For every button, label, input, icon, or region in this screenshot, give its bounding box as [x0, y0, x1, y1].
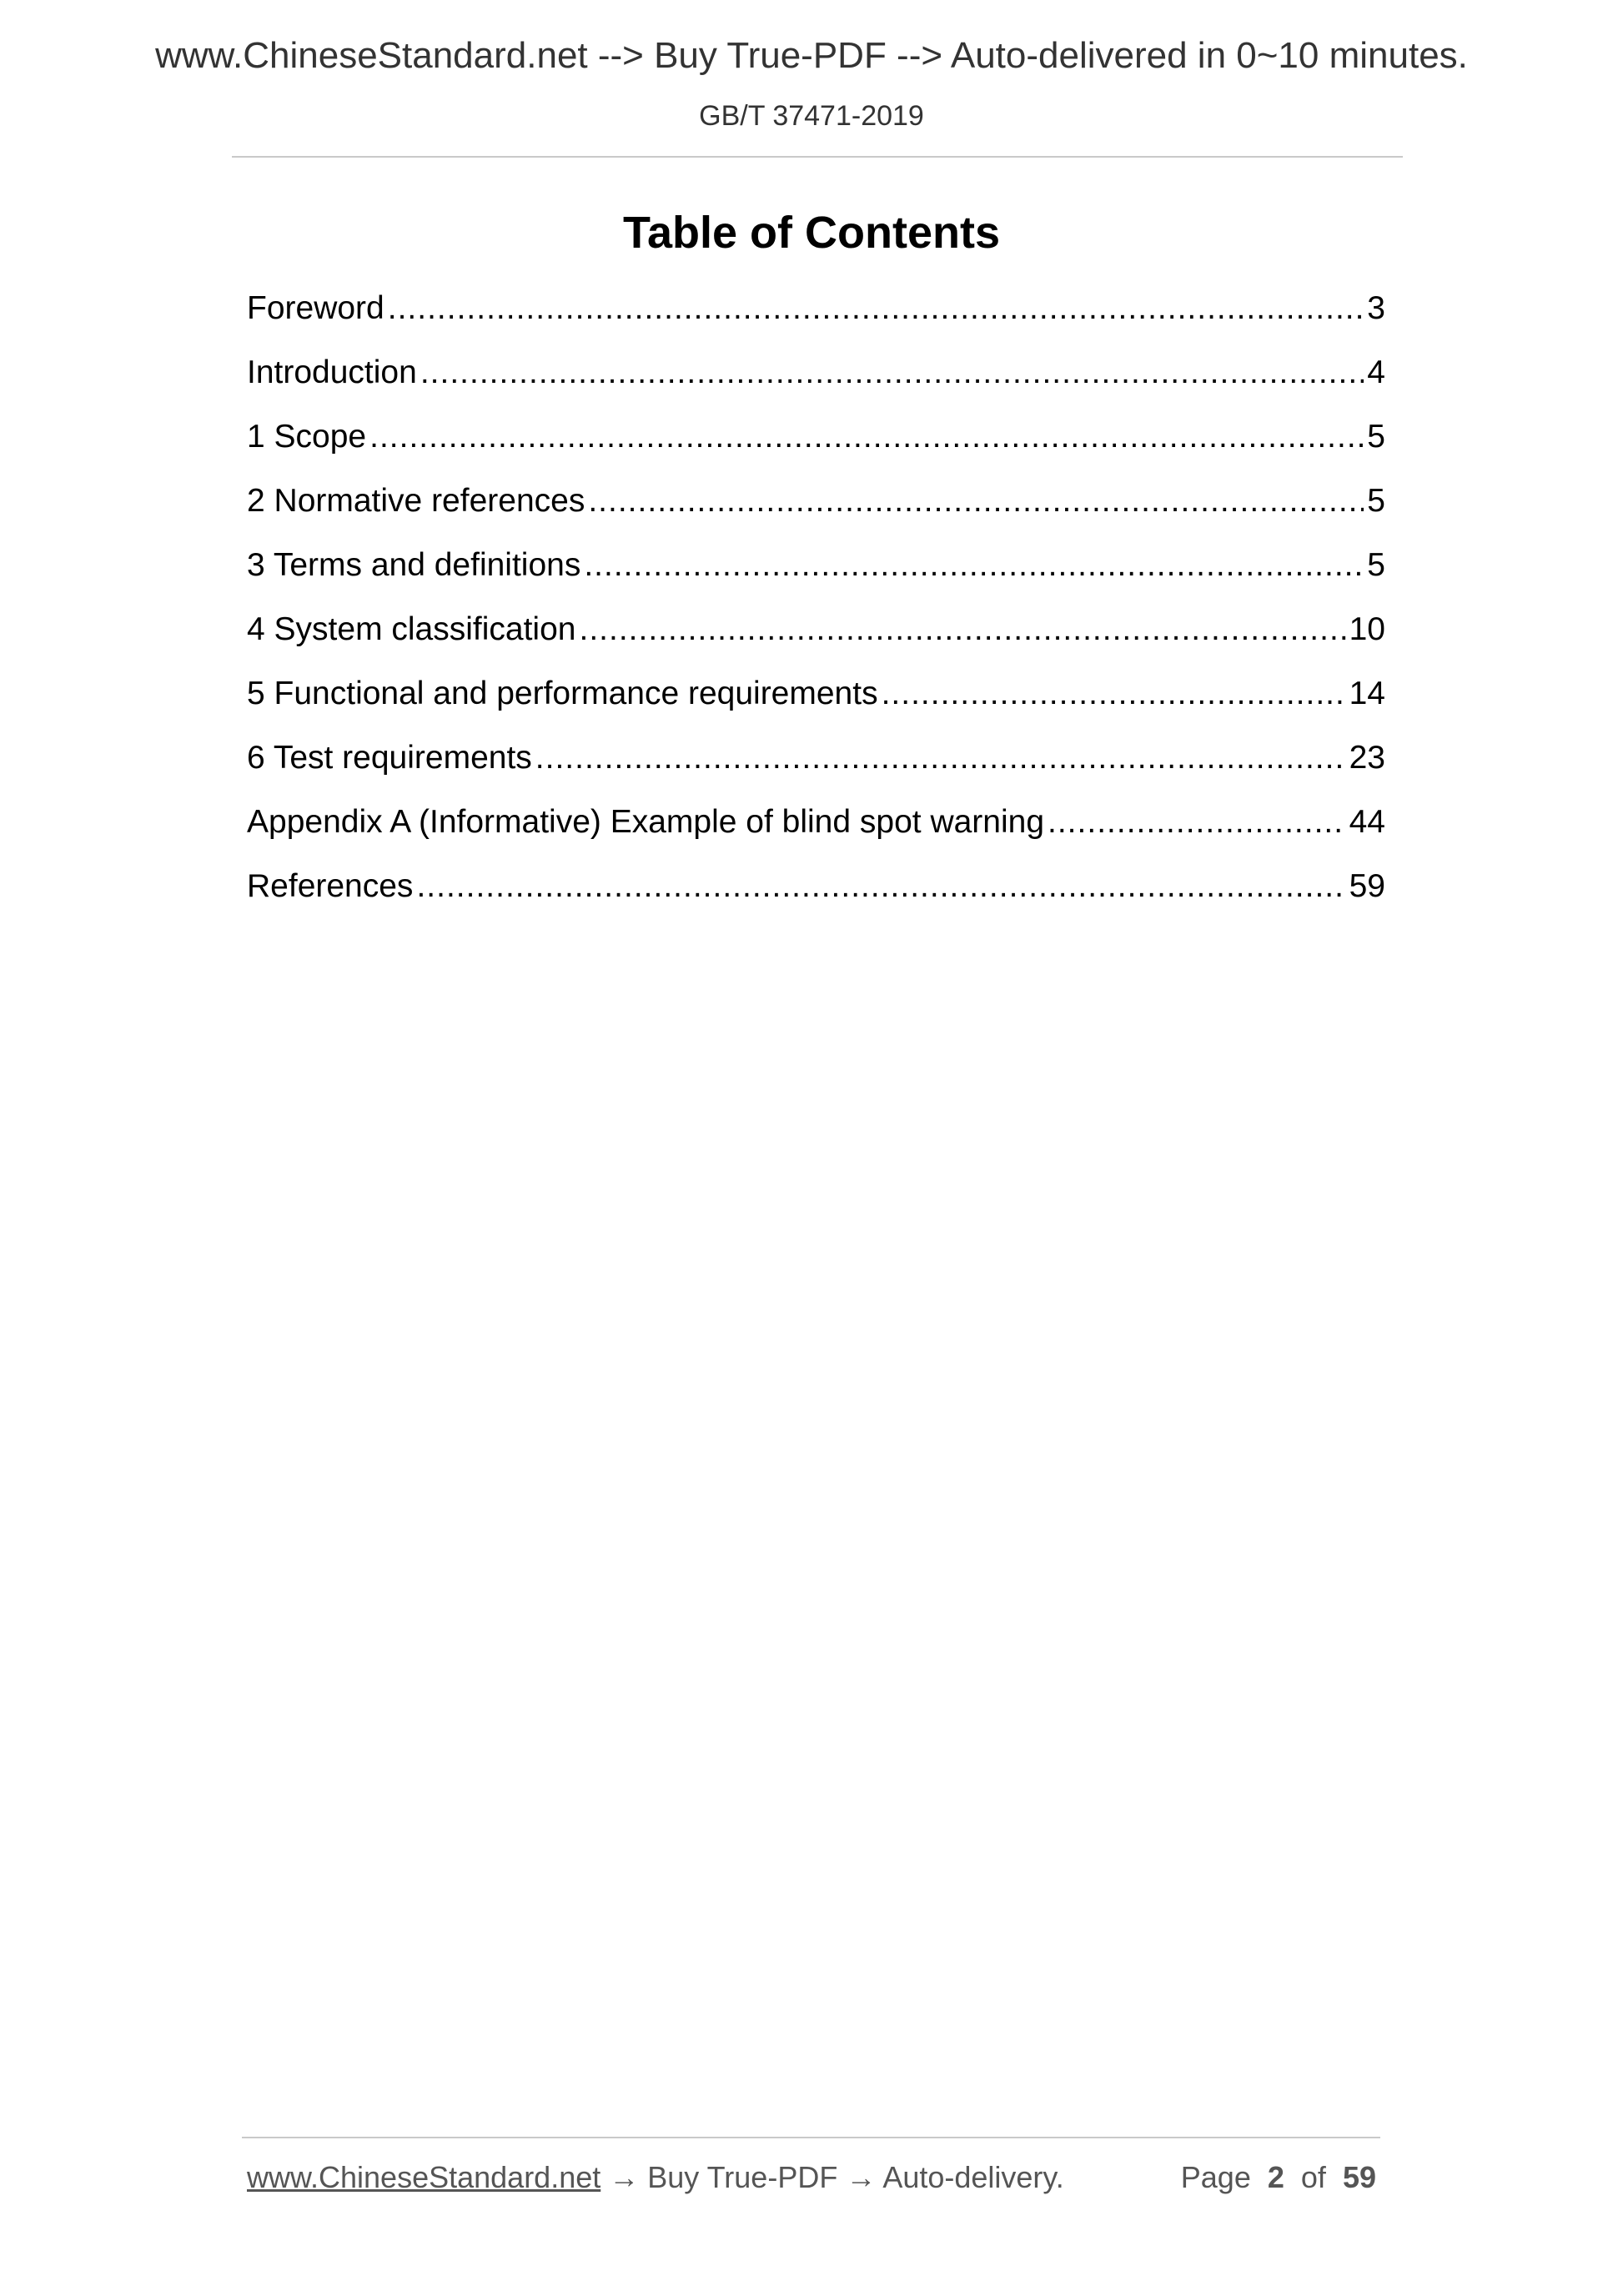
- current-page-number: 2: [1267, 2160, 1284, 2194]
- toc-entry-terms-and-definitions[interactable]: [247, 544, 1385, 608]
- toc-entry-foreword[interactable]: [247, 287, 1385, 351]
- toc-title: Table of Contents: [623, 208, 1000, 258]
- toc-entry-label: 1 Scope: [247, 419, 367, 455]
- header-banner: www.ChineseStandard.net --> Buy True-PDF --> Auto-delivered in 0~10 minutes.: [155, 35, 1468, 76]
- toc-dot-leader: [1048, 801, 1346, 844]
- toc-entry-label: Appendix A (Informative) Example of blind spot warning: [247, 804, 1045, 840]
- toc-dot-leader: [416, 865, 1345, 908]
- toc-entry-label: 6 Test requirements: [247, 740, 532, 776]
- of-word: of: [1300, 2160, 1326, 2194]
- toc-list: [247, 287, 1385, 929]
- toc-entry-page: 5: [1367, 483, 1385, 519]
- toc-entry-label: 3 Terms and definitions: [247, 547, 581, 583]
- footer-site-link[interactable]: www.ChineseStandard.net: [247, 2160, 601, 2194]
- toc-dot-leader: [369, 415, 1364, 459]
- toc-entry-page: 4: [1367, 354, 1385, 390]
- toc-entry-page: 5: [1367, 419, 1385, 455]
- page-number: [1181, 2160, 1376, 2195]
- total-page-count: 59: [1342, 2160, 1376, 2194]
- standard-code: GB/T 37471-2019: [699, 100, 924, 132]
- footer-promo: [247, 2160, 1064, 2195]
- toc-entry-scope[interactable]: [247, 415, 1385, 480]
- toc-dot-leader: [420, 351, 1364, 394]
- toc-entry-label: References: [247, 868, 414, 904]
- toc-dot-leader: [388, 287, 1364, 330]
- toc-entry-page: 44: [1349, 804, 1385, 840]
- toc-dot-leader: [588, 480, 1364, 523]
- toc-dot-leader: [535, 736, 1346, 780]
- toc-entry-label: Foreword: [247, 290, 384, 326]
- toc-entry-label: 5 Functional and performance requirements: [247, 676, 878, 711]
- footer-tagline: → Buy True-PDF → Auto-delivery.: [600, 2160, 1064, 2194]
- header-divider: [232, 156, 1403, 158]
- toc-entry-system-classification[interactable]: [247, 608, 1385, 672]
- footer-divider: [242, 2137, 1380, 2138]
- toc-entry-functional-requirements[interactable]: [247, 672, 1385, 736]
- toc-entry-page: 5: [1367, 547, 1385, 583]
- toc-entry-label: Introduction: [247, 354, 417, 390]
- toc-entry-label: 4 System classification: [247, 611, 576, 647]
- toc-entry-normative-references[interactable]: [247, 480, 1385, 544]
- toc-dot-leader: [579, 608, 1345, 651]
- toc-entry-page: 14: [1349, 676, 1385, 711]
- toc-entry-page: 23: [1349, 740, 1385, 776]
- toc-entry-label: 2 Normative references: [247, 483, 585, 519]
- toc-entry-page: 3: [1367, 290, 1385, 326]
- toc-entry-page: 59: [1349, 868, 1385, 904]
- toc-dot-leader: [584, 544, 1364, 587]
- toc-dot-leader: [882, 672, 1346, 716]
- toc-entry-page: 10: [1349, 611, 1385, 647]
- toc-entry-test-requirements[interactable]: [247, 736, 1385, 801]
- toc-entry-introduction[interactable]: [247, 351, 1385, 415]
- page-word: Page: [1180, 2160, 1251, 2194]
- toc-entry-references[interactable]: [247, 865, 1385, 929]
- toc-entry-appendix-a[interactable]: [247, 801, 1385, 865]
